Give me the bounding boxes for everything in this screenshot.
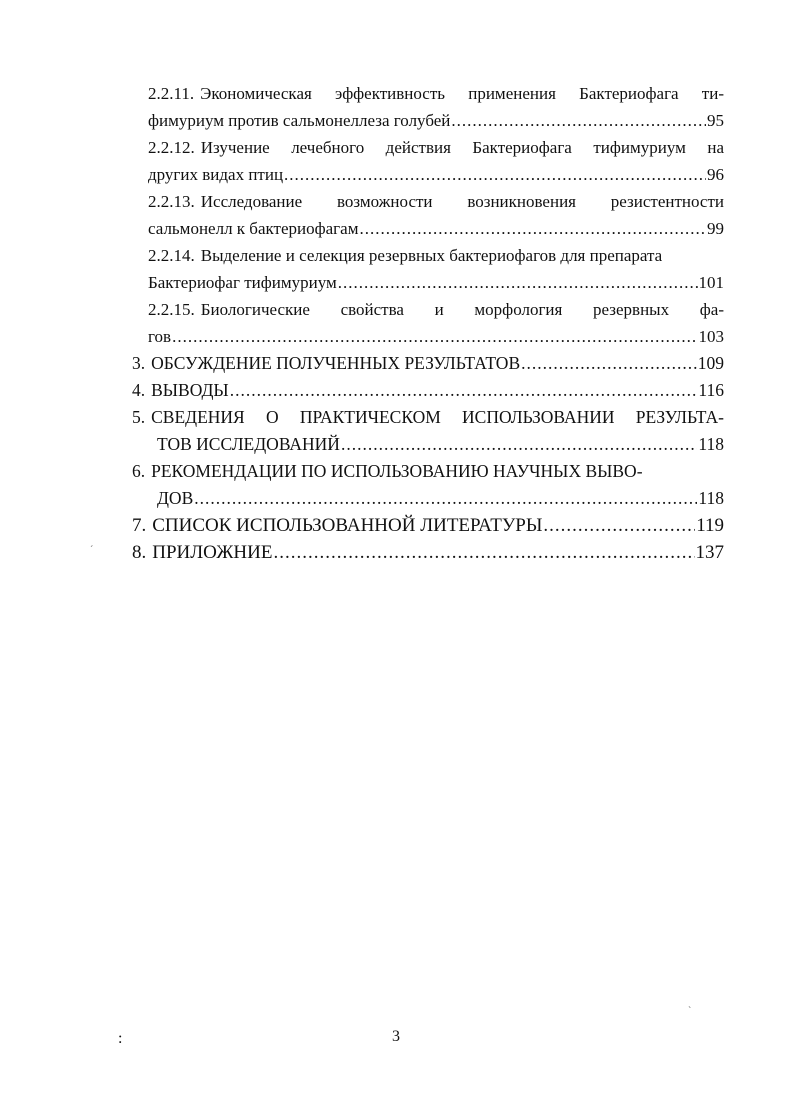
- toc-entry-page: 95: [707, 111, 724, 130]
- toc-entry-2-2-14-line2[interactable]: [132, 269, 724, 296]
- toc-entry-number: 4.: [132, 380, 146, 400]
- toc-entry-6-line2[interactable]: [132, 485, 724, 512]
- toc-entry-title: ВЫВОДЫ: [151, 380, 229, 400]
- toc-entry-number: 2.2.15.: [148, 300, 195, 319]
- toc-entry-number: 3.: [132, 353, 146, 373]
- toc-entry-number: 2.2.11.: [148, 84, 195, 103]
- toc-entry-2-2-15-line2[interactable]: [132, 323, 724, 350]
- toc-leader-dots: [359, 215, 706, 242]
- toc-entry-title: ПРИЛОЖНИЕ: [152, 542, 273, 563]
- toc-leader-dots: [194, 485, 697, 512]
- toc-entry-3[interactable]: [132, 350, 724, 377]
- toc-entry-number: 6.: [132, 461, 146, 481]
- toc-entry-title-cont: ТОВ ИССЛЕДОВАНИЙ: [157, 434, 340, 454]
- toc-entry-2-2-12-line2[interactable]: [132, 161, 724, 188]
- toc-entry-page: 116: [698, 380, 724, 400]
- toc-entry-title: Выделение и селекция резервных бактериофагов для препарата: [200, 246, 663, 265]
- toc-entry-page: 118: [698, 434, 724, 454]
- toc-entry-4[interactable]: [132, 377, 724, 404]
- toc-entry-page: 96: [707, 165, 724, 184]
- toc-entry-title-cont: гов: [148, 327, 172, 346]
- toc-leader-dots: [451, 107, 706, 134]
- scan-speck: ˊ: [90, 545, 94, 556]
- toc-entry-2-2-13-line2[interactable]: [132, 215, 724, 242]
- toc-leader-dots: [341, 431, 697, 458]
- toc-entry-title: Изучение лечебного действия Бактериофага тифимуриум на: [200, 138, 724, 157]
- toc-entry-page: 137: [695, 542, 724, 563]
- toc-entry-number: 8.: [132, 542, 147, 563]
- toc-leader-dots: [521, 350, 697, 377]
- toc-entry-number: 2.2.14.: [148, 246, 195, 265]
- toc-entry-title-cont: ДОВ: [157, 488, 194, 508]
- toc-entry-2-2-11-line1[interactable]: [132, 80, 724, 107]
- toc-entry-5-line2[interactable]: [132, 431, 724, 458]
- stray-mark: :: [118, 1030, 123, 1047]
- toc-entry-5-line1[interactable]: [132, 404, 724, 431]
- toc-entry-number: 2.2.13.: [148, 192, 195, 211]
- toc-entry-page: 109: [697, 353, 724, 373]
- toc-entry-title-cont: Бактериофаг тифимуриум: [148, 273, 337, 292]
- table-of-contents: [132, 80, 724, 566]
- toc-entry-title-cont: фимуриум против сальмонеллеза голубей: [148, 111, 451, 130]
- toc-entry-7[interactable]: [132, 512, 724, 539]
- toc-entry-number: 2.2.12.: [148, 138, 195, 157]
- toc-entry-2-2-13-line1[interactable]: [132, 188, 724, 215]
- toc-entry-8[interactable]: [132, 539, 724, 566]
- toc-entry-2-2-11-line2[interactable]: [132, 107, 724, 134]
- toc-leader-dots: [338, 269, 698, 296]
- toc-entry-number: 5.: [132, 407, 146, 427]
- toc-leader-dots: [172, 323, 697, 350]
- toc-entry-title: ОБСУЖДЕНИЕ ПОЛУЧЕННЫХ РЕЗУЛЬТАТОВ: [151, 353, 521, 373]
- toc-entry-page: 101: [698, 273, 724, 292]
- toc-leader-dots: [273, 539, 694, 566]
- toc-entry-title: СПИСОК ИСПОЛЬЗОВАННОЙ ЛИТЕРАТУРЫ: [152, 515, 543, 536]
- scan-speck: ˋ: [688, 1006, 692, 1017]
- toc-entry-page: 99: [707, 219, 724, 238]
- toc-entry-page: 119: [696, 515, 724, 536]
- toc-entry-2-2-12-line1[interactable]: [132, 134, 724, 161]
- toc-entry-title-cont: других видах птиц: [148, 165, 284, 184]
- toc-entry-page: 103: [698, 327, 724, 346]
- toc-entry-title: СВЕДЕНИЯ О ПРАКТИЧЕСКОМ ИСПОЛЬЗОВАНИИ РЕЗУЛЬТА-: [151, 407, 724, 427]
- toc-entry-title: РЕКОМЕНДАЦИИ ПО ИСПОЛЬЗОВАНИЮ НАУЧНЫХ ВЫВО-: [151, 461, 643, 481]
- toc-entry-title-cont: сальмонелл к бактериофагам: [148, 219, 359, 238]
- toc-entry-2-2-15-line1[interactable]: [132, 296, 724, 323]
- toc-entry-page: 118: [698, 488, 724, 508]
- toc-leader-dots: [230, 377, 698, 404]
- page-number: 3: [392, 1028, 400, 1045]
- toc-entry-number: 7.: [132, 515, 147, 536]
- toc-entry-title: Исследование возможности возникновения резистентности: [200, 192, 724, 211]
- toc-leader-dots: [543, 512, 695, 539]
- toc-entry-title: Биологические свойства и морфология резервных фа-: [200, 300, 724, 319]
- toc-leader-dots: [284, 161, 706, 188]
- toc-entry-6-line1[interactable]: [132, 458, 724, 485]
- toc-entry-title: Экономическая эффективность применения Бактериофага ти-: [200, 84, 724, 103]
- toc-entry-2-2-14-line1[interactable]: [132, 242, 724, 269]
